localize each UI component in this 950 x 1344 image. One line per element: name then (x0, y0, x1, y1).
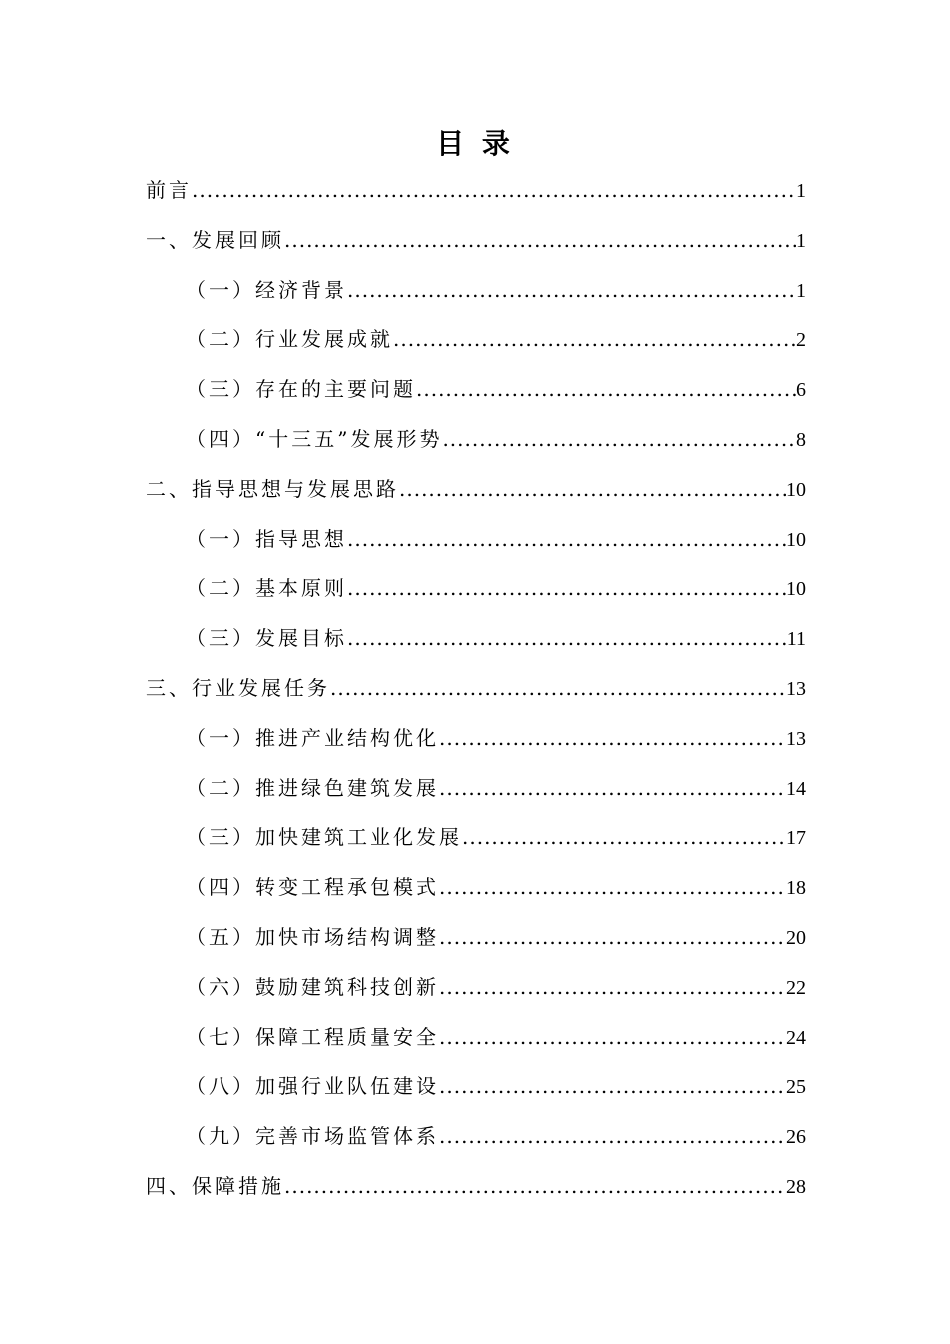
toc-title: 目 录 (436, 127, 514, 160)
toc-entry-label: 三、行业发展任务 (146, 675, 330, 700)
dot-leader (462, 819, 786, 855)
toc-entry-label: （二）行业发展成就 (186, 327, 393, 352)
toc-subentry[interactable] (146, 1068, 806, 1118)
dot-leader (439, 869, 786, 905)
toc-entry-page: 1 (796, 279, 806, 302)
dot-leader (393, 321, 796, 357)
toc-entry-page: 28 (786, 1175, 806, 1198)
toc-entry-label: （六）鼓励建筑科技创新 (186, 974, 439, 999)
dot-leader (439, 969, 786, 1005)
toc-entry-page: 26 (786, 1126, 806, 1149)
toc-entry-label: 一、发展回顾 (146, 227, 284, 252)
dot-leader (284, 1168, 786, 1204)
toc-entry-label: （七）保障工程质量安全 (186, 1024, 439, 1049)
table-of-contents (146, 172, 806, 1218)
dot-leader (439, 1019, 786, 1055)
dot-leader (347, 272, 796, 308)
dot-leader (439, 770, 786, 806)
toc-subentry[interactable] (146, 570, 806, 620)
dot-leader (347, 521, 786, 557)
dot-leader (347, 570, 786, 606)
toc-entry-page: 10 (786, 578, 806, 601)
toc-entry-label: 前言 (146, 178, 192, 202)
dot-leader (442, 421, 796, 457)
toc-entry-page: 18 (786, 877, 806, 900)
toc-subentry[interactable] (146, 819, 806, 869)
toc-entry-label: （一）指导思想 (186, 526, 347, 551)
toc-entry-page: 1 (796, 180, 806, 202)
toc-subentry[interactable] (146, 770, 806, 820)
toc-entry[interactable] (146, 471, 806, 521)
dot-leader (439, 919, 786, 955)
toc-entry-label: （一）推进产业结构优化 (186, 725, 439, 750)
toc-entry[interactable] (146, 670, 806, 720)
toc-entry-label: （一）经济背景 (186, 277, 347, 302)
toc-entry-page: 17 (786, 827, 806, 850)
toc-subentry[interactable] (146, 272, 806, 322)
toc-subentry[interactable] (146, 620, 806, 670)
toc-entry-label: 二、指导思想与发展思路 (146, 476, 399, 501)
toc-entry-label: （四）“十三五”发展形势 (186, 426, 443, 451)
toc-subentry[interactable] (146, 371, 806, 421)
toc-subentry[interactable] (146, 869, 806, 919)
toc-entry-label: 四、保障措施 (146, 1173, 284, 1198)
dot-leader (439, 720, 786, 756)
dot-leader (416, 371, 796, 407)
dot-leader (399, 471, 786, 507)
toc-entry-label: （四）转变工程承包模式 (186, 875, 439, 900)
dot-leader (347, 620, 787, 656)
toc-entry-label: （三）加快建筑工业化发展 (186, 825, 462, 850)
toc-entry-page: 8 (796, 428, 806, 451)
toc-subentry[interactable] (146, 919, 806, 969)
toc-entry[interactable] (146, 172, 806, 222)
toc-entry-page: 24 (786, 1026, 806, 1049)
toc-entry-page: 10 (786, 528, 806, 551)
dot-leader (330, 670, 786, 706)
toc-entry-page: 2 (796, 329, 806, 352)
toc-entry-page: 13 (786, 677, 806, 700)
toc-entry-page: 11 (786, 628, 806, 651)
toc-subentry[interactable] (146, 521, 806, 571)
dot-leader (439, 1118, 786, 1154)
toc-entry-page: 10 (786, 478, 806, 501)
toc-subentry[interactable] (146, 1118, 806, 1168)
toc-entry-label: （九）完善市场监管体系 (186, 1124, 439, 1149)
toc-entry-page: 22 (786, 976, 806, 999)
toc-subentry[interactable] (146, 321, 806, 371)
toc-entry-page: 20 (786, 926, 806, 949)
toc-entry-label: （二）基本原则 (186, 576, 347, 601)
toc-subentry[interactable] (146, 720, 806, 770)
toc-subentry[interactable] (146, 969, 806, 1019)
toc-entry-page: 6 (796, 379, 806, 402)
toc-subentry[interactable] (146, 1019, 806, 1069)
toc-entry-label: （三）发展目标 (186, 626, 347, 651)
toc-entry-page: 13 (786, 727, 806, 750)
dot-leader (284, 222, 796, 258)
toc-entry-label: （八）加强行业队伍建设 (186, 1074, 439, 1099)
toc-entry-page: 1 (796, 229, 806, 252)
toc-entry-page: 25 (786, 1076, 806, 1099)
toc-entry-label: （五）加快市场结构调整 (186, 924, 439, 949)
toc-entry-page: 14 (786, 777, 806, 800)
dot-leader (439, 1068, 786, 1104)
toc-entry[interactable] (146, 222, 806, 272)
dot-leader (192, 172, 796, 208)
toc-entry-label: （三）存在的主要问题 (186, 377, 416, 402)
toc-entry-label: （二）推进绿色建筑发展 (186, 775, 439, 800)
toc-entry[interactable] (146, 1168, 806, 1218)
toc-subentry[interactable] (146, 421, 806, 471)
